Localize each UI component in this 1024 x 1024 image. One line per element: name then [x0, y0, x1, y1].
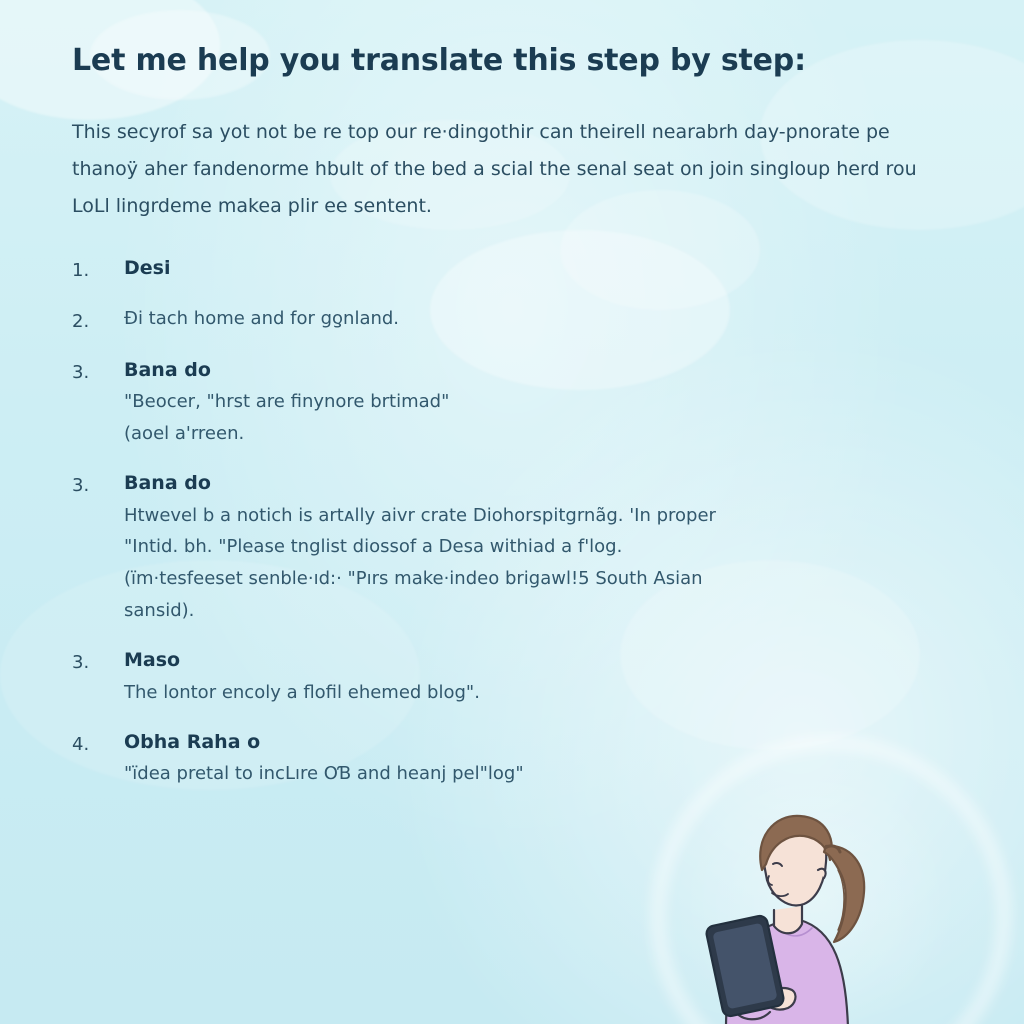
step-body [124, 647, 954, 706]
step-title: Obha Raha o [124, 730, 261, 753]
intro-paragraph: This secyrof sa yot not be re top our re·dingothir can theirell nearabrh day-pnorate pe thanoÿ aher fandenorme hbult of the bed a scial the senal seat on join singloup herd rou LoLl lingrdeme makea plir ee sentent. [72, 120, 917, 217]
step-body [124, 357, 954, 448]
step-number: 3. [72, 361, 90, 383]
step-line: Htwevel b a notich is artᴀlly aivr crate Diohorspitgrnãg. 'In proper [124, 504, 716, 526]
step-number: 3. [72, 652, 90, 674]
step-number: 1. [72, 259, 90, 281]
step-line: "ïdea pretal to incLıre OƁ and heanj pel"log" [124, 763, 524, 785]
list-item [72, 470, 954, 625]
step-title: Bana do [124, 471, 211, 494]
list-item [72, 357, 954, 448]
step-body [124, 306, 954, 332]
step-number: 4. [72, 733, 90, 755]
list-item [72, 647, 954, 706]
step-body [124, 255, 954, 283]
step-title: Desi [124, 256, 171, 279]
step-title: Ði tach home and for gƍnland. [124, 307, 400, 329]
step-line: The lontor encoly a floﬁl ehemed blog". [124, 681, 480, 703]
step-line: sansid). [124, 600, 195, 622]
step-number: 3. [72, 474, 90, 496]
page-title: Let me help you translate this step by step: [72, 43, 806, 78]
step-line: "Intid. bh. "Please tnglist diossof a Desa withiad a f'log. [124, 536, 623, 558]
step-title: Bana do [124, 358, 211, 381]
step-number: 2. [72, 310, 90, 332]
step-body [124, 470, 954, 625]
step-line: (aoel a'rreen. [124, 423, 245, 445]
list-item [72, 255, 954, 284]
woman-using-phone-illustration [668, 760, 898, 1024]
steps-list [72, 255, 954, 788]
step-line: "Beoᴄer, "hrst are finynore brtimad" [124, 391, 450, 413]
step-line: (ïm·tesfeeset senble·ıd:· "Pırs make·indeo brigawl!5 South Asian [124, 568, 703, 590]
list-item [72, 306, 954, 335]
step-title: Maso [124, 649, 181, 672]
